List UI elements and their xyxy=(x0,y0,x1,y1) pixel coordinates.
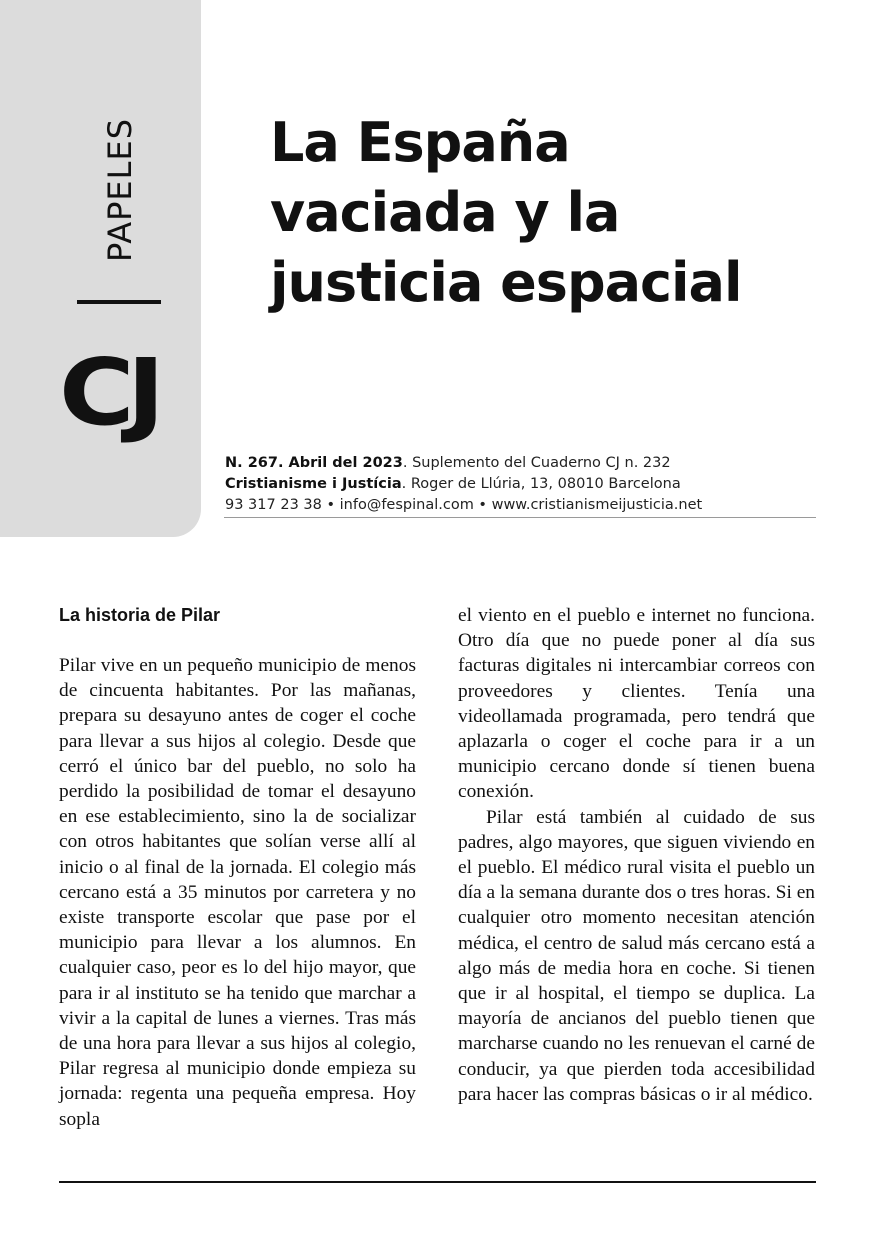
sidebar-panel xyxy=(0,0,201,537)
title-line-2: vaciada y la xyxy=(270,181,620,244)
organization-name: Cristianisme i Justícia xyxy=(225,476,402,492)
publication-info xyxy=(225,453,815,516)
footer-divider xyxy=(59,1181,816,1183)
issue-supplement: . Suplemento del Cuaderno CJ n. 232 xyxy=(402,455,671,471)
article-column-left xyxy=(59,603,416,1132)
sidebar-divider xyxy=(77,300,161,304)
organization-line xyxy=(225,474,815,495)
header-divider xyxy=(224,517,816,518)
paragraph-2: Pilar está también al cuidado de sus padres, algo mayores, que siguen viviendo en el pueblo. El médico rural visita el pueblo un día a la semana durante dos o tres horas. Si en cualquier otro momento necesitan atención médica, el centro de salud más cercano está a algo más de media hora en coche. Si tienen que ir al hospital, el tiempo se duplica. La mayoría de ancianos del pueblo tienen que marcharse cuando no les renuevan el carné de conducir, ya que pierden toda accesibilidad para hacer las compras básicas o ir al médico. xyxy=(458,806,816,1105)
cj-logo: CJ xyxy=(59,339,158,446)
paragraph-1: Pilar vive en un pequeño municipio de menos de cincuenta habitantes. Por las mañanas, prepara su desayuno antes de coger el coche para llevar a sus hijos al colegio. Desde que cerró el único bar del pueblo, no solo ha perdido la posibilidad de tomar el desayuno en ese establecimiento, sino la de socializar con otros habitantes que solían verse allí al inicio o al final de la jornada. El colegio más cercano está a 35 minutos por carretera y no existe transporte escolar que pase por el municipio para llevar a los alumnos. En cualquier caso, peor es lo del hijo mayor, que para ir al instituto se ha tenido que marchar a vivir a la capital de lunes a viernes. Tras más de una hora para llevar a sus hijos al colegio, Pilar regresa al municipio donde empieza su jornada: regenta una pequeña empresa. Hoy sopla xyxy=(59,655,416,1130)
issue-number: N. 267. Abril del 2023 xyxy=(225,455,403,471)
title-line-1: La España xyxy=(270,111,570,174)
section-heading: La historia de Pilar xyxy=(59,605,221,625)
series-label: PAPELES xyxy=(101,117,139,262)
contact-line: 93 317 23 38 • info@fespinal.com • www.cristianismeijusticia.net xyxy=(225,497,703,513)
page-title xyxy=(270,108,850,318)
article-column-right xyxy=(458,603,815,1107)
issue-line xyxy=(225,453,815,474)
paragraph-1-continued: el viento en el pueblo e internet no funciona. Otro día que no puede poner al día sus facturas digitales ni intercambiar correos con proveedores y clientes. Tenía una videollamada programada, pero tendrá que aplazarla o coger el coche para ir a un municipio cercano donde sí tienen buena conexión. xyxy=(458,605,815,803)
organization-address: . Roger de Llúria, 13, 08010 Barcelona xyxy=(401,476,681,492)
title-line-3: justicia espacial xyxy=(270,251,742,314)
